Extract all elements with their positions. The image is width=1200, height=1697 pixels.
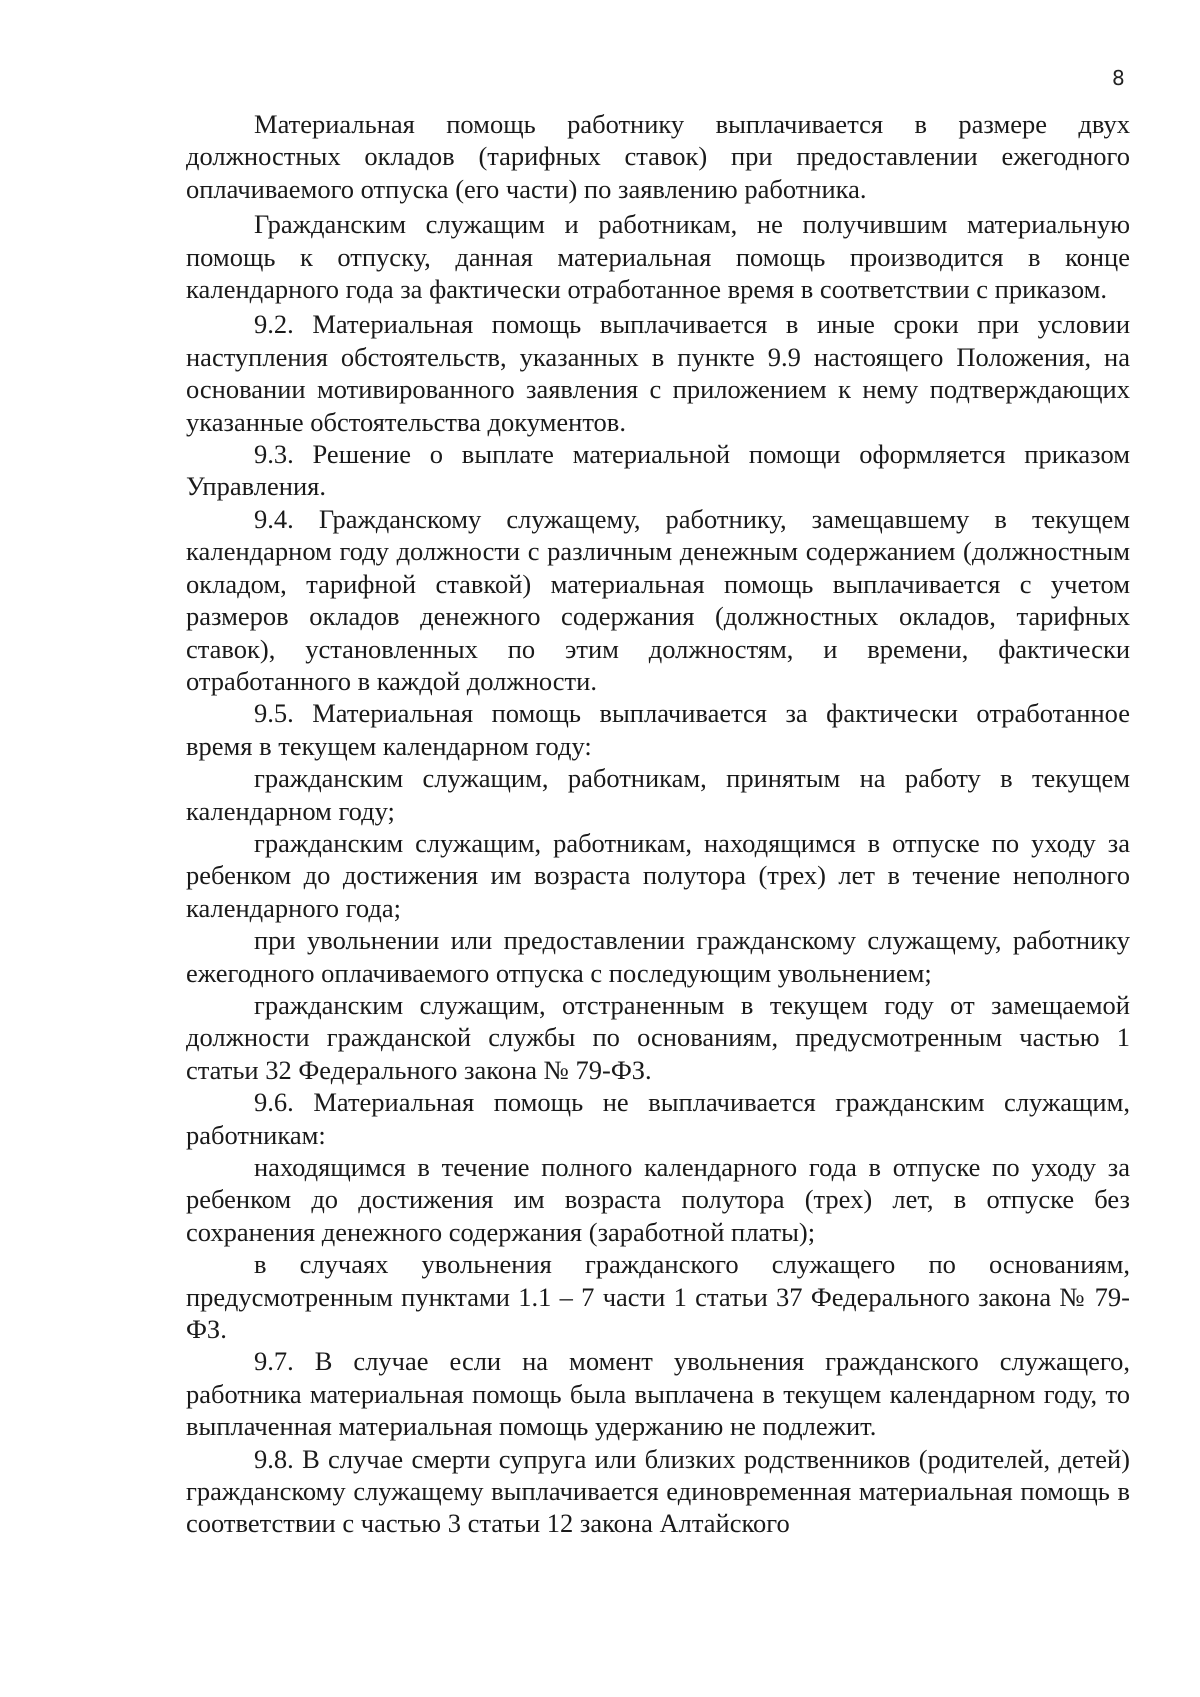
paragraph: гражданским служащим, работникам, принятым на работу в текущем календарном году; <box>186 763 1130 826</box>
paragraph: 9.7. В случае если на момент увольнения гражданского служащего, работника материальная помощь была выплачена в текущем календарном году, то выплаченная материальная помощь удержанию не подлежит. <box>186 1346 1130 1442</box>
paragraph: 9.3. Решение о выплате материальной помощи оформляется приказом Управления. <box>186 439 1130 502</box>
document-body <box>186 108 1130 1540</box>
paragraph: находящимся в течение полного календарного года в отпуске по уходу за ребенком до достижения им возраста полутора (трех) лет, в отпуске без сохранения денежного содержания (заработной платы); <box>186 1152 1130 1247</box>
paragraph: гражданским служащим, работникам, находящимся в отпуске по уходу за ребенком до достижения им возраста полутора (трех) лет в течение неполного календарного года; <box>186 827 1130 923</box>
paragraph: 9.5. Материальная помощь выплачивается за фактически отработанное время в текущем календарном году: <box>186 698 1130 761</box>
paragraph: 9.4. Гражданскому служащему, работнику, замещавшему в текущем календарном году должности с различным денежным содержанием (должностным окладом, тарифной ставкой) материальная помощь выплачивается с учетом размеров окладов денежного содержания (должностных окладов, тарифных ставок), установленных по этим должностям, и времени, фактически отработанного в каждой должности. <box>186 503 1130 696</box>
paragraph: 9.6. Материальная помощь не выплачивается гражданским служащим, работникам: <box>186 1087 1130 1150</box>
paragraph: при увольнении или предоставлении гражданскому служащему, работнику ежегодного оплачиваемого отпуска с последующим увольнением; <box>186 925 1130 988</box>
paragraph: гражданским служащим, отстраненным в текущем году от замещаемой должности гражданской службы по основаниям, предусмотренным частью 1 статьи 32 Федерального закона № 79-ФЗ. <box>186 989 1130 1085</box>
page-number: 8 <box>1112 66 1125 90</box>
paragraph: Гражданским служащим и работникам, не получившим материальную помощь к отпуску, данная материальная помощь производится в конце календарного года за фактически отработанное время в соответствии с приказом. <box>186 209 1130 305</box>
paragraph: 9.2. Материальная помощь выплачивается в иные сроки при условии наступления обстоятельств, указанных в пункте 9.9 настоящего Положения, на основании мотивированного заявления с приложением к нему подтверждающих указанные обстоятельства документов. <box>186 309 1130 437</box>
paragraph: Материальная помощь работнику выплачивается в размере двух должностных окладов (тарифных ставок) при предоставлении ежегодного оплачиваемого отпуска (его части) по заявлению работника. <box>186 109 1130 204</box>
paragraph: в случаях увольнения гражданского служащего по основаниям, предусмотренным пунктами 1.1 – 7 части 1 статьи 37 Федерального закона № 79-ФЗ. <box>186 1249 1130 1345</box>
paragraph: 9.8. В случае смерти супруга или близких родственников (родителей, детей) гражданскому служащему выплачивается единовременная материальная помощь в соответствии с частью 3 статьи 12 закона Алтайского <box>186 1443 1130 1539</box>
